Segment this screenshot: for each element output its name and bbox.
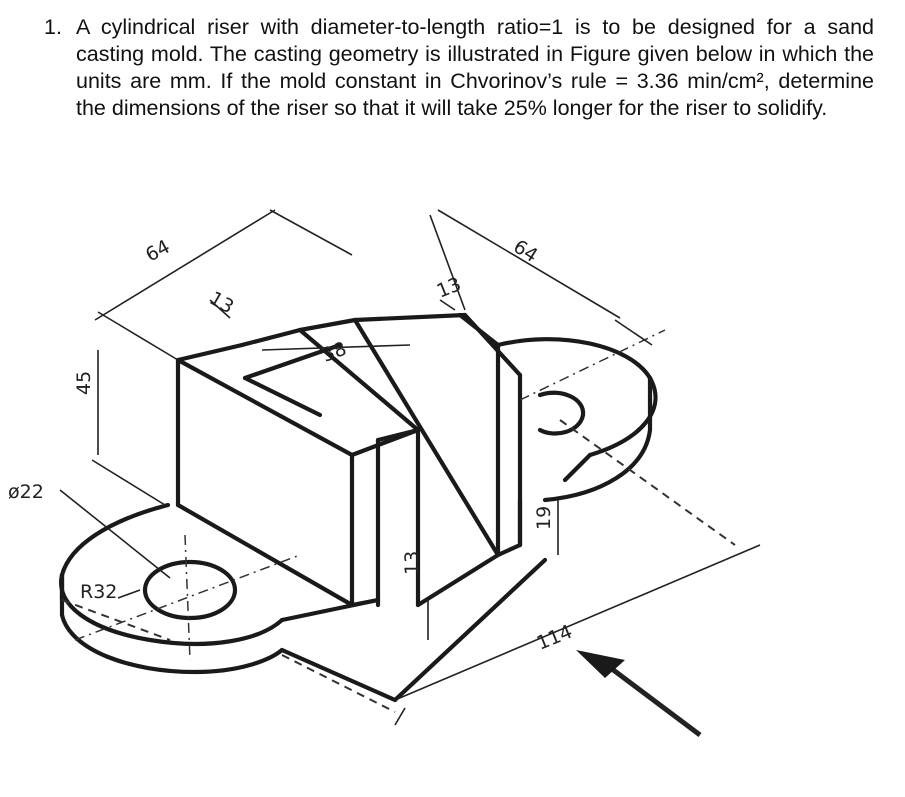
dim-base-thickness: 13 (401, 550, 423, 575)
base-plate (61, 339, 655, 700)
problem-line-5: to solidify. (733, 96, 828, 120)
dim-hole: ø22 (8, 481, 44, 503)
problem-text (76, 14, 874, 122)
dim-width-right: 64 (509, 235, 542, 268)
dim-slot: 38 (319, 337, 350, 367)
dim-wall-right: 13 (433, 273, 465, 303)
dim-wall-left: 13 (205, 287, 238, 319)
left-block (178, 330, 418, 605)
problem-statement (44, 14, 874, 122)
problem-line-3: the units are mm. If the mold constant in Chvorinov’s rule = 3.36 min/cm², (76, 42, 874, 93)
dimension-lines (60, 210, 760, 735)
problem-line-1: A cylindrical riser with diameter-to-length ratio=1 is to be designed for a sand (76, 15, 874, 39)
problem-number: 1. (44, 15, 62, 39)
dim-length: 114 (533, 620, 576, 655)
center-lines (62, 330, 735, 712)
isometric-drawing (0, 160, 905, 797)
dim-boss-height: 19 (533, 505, 555, 530)
dim-width-left: 64 (142, 235, 174, 267)
dim-radius: R32 (80, 581, 118, 603)
dim-height: 45 (73, 370, 95, 395)
casting-figure (0, 160, 905, 797)
problem-line-4: determine the dimensions of the riser so that it will take 25% longer for the riser (76, 69, 874, 120)
problem-line-2: casting mold. The casting geometry is illustrated in Figure given below in which (76, 42, 838, 66)
